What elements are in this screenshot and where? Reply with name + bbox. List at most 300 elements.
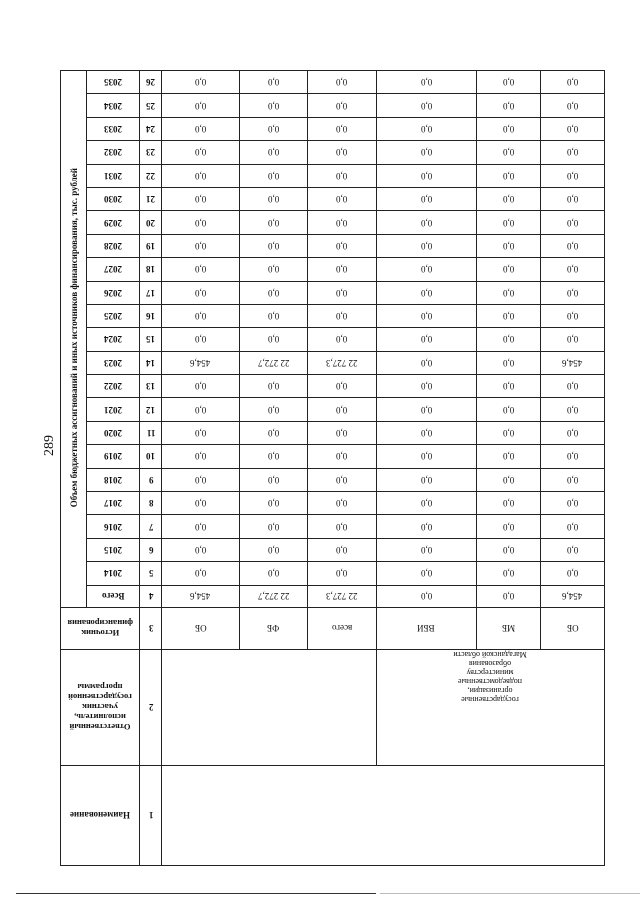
year-label-cell [87, 375, 140, 398]
value-cell [540, 94, 604, 117]
value-cell [540, 328, 604, 351]
year-row-2023 [61, 281, 605, 304]
col-index-label: 26 [146, 77, 156, 88]
year-label: 2014 [104, 568, 123, 579]
year-label: 2017 [104, 498, 123, 509]
year-label: 2032 [104, 147, 123, 158]
value-text: 0,0 [336, 194, 348, 205]
value-text: 0,0 [267, 451, 280, 462]
value-text: 454,6 [562, 357, 583, 368]
value-cell [239, 375, 307, 398]
value-cell [540, 258, 604, 281]
total-value-text: 22 272,7 [257, 591, 290, 602]
col-index-label: 13 [146, 381, 156, 392]
col-index-label: 18 [146, 264, 156, 275]
value-cell [376, 117, 476, 140]
year-label: 2015 [104, 545, 123, 555]
year-row-2034 [61, 538, 605, 561]
value-cell [540, 538, 604, 561]
value-cell [308, 328, 376, 351]
value-cell [476, 421, 540, 444]
value-text: 0,0 [336, 381, 348, 392]
year-label: 2031 [104, 170, 123, 181]
total-value-cell [308, 585, 376, 607]
value-cell [308, 71, 376, 94]
year-label-cell [87, 492, 140, 515]
year-row-2032 [61, 492, 605, 515]
value-text: 0,0 [336, 545, 348, 555]
col-index-label: 6 [148, 545, 154, 555]
total-label: Всего [102, 591, 125, 602]
year-label-cell [87, 141, 140, 164]
value-cell [162, 187, 239, 210]
col-index-label: 21 [146, 194, 156, 205]
year-row-2033 [61, 515, 605, 538]
value-cell [376, 304, 476, 327]
value-text: 0,0 [336, 334, 348, 345]
total-label-cell [87, 585, 140, 607]
year-label-cell [87, 468, 140, 491]
col-index-label: 25 [146, 100, 156, 111]
year-label: 2030 [104, 194, 123, 205]
value-cell [308, 468, 376, 491]
col-index-cell [140, 351, 162, 374]
col-index-cell [140, 607, 162, 649]
year-label: 2018 [104, 474, 123, 485]
col-index-label: 7 [148, 521, 154, 532]
value-cell [239, 187, 307, 210]
value-cell [376, 515, 476, 538]
value-text: 0,0 [420, 264, 432, 275]
value-cell [476, 492, 540, 515]
col-index-label: 20 [146, 217, 156, 228]
col-index-cell [140, 375, 162, 398]
value-text: 0,0 [566, 240, 579, 251]
year-label-cell [87, 328, 140, 351]
value-text: 0,0 [267, 100, 280, 111]
executor-text: государственные организации, подведомственные министерству образования Магаданской области [453, 649, 527, 704]
year-label: 2028 [104, 240, 123, 251]
year-label: 2024 [104, 334, 123, 345]
col-index-cell [140, 765, 162, 865]
rotated-table-wrapper [60, 70, 605, 827]
col-index-label: 17 [146, 287, 156, 298]
value-text: 0,0 [336, 311, 348, 322]
year-label-cell [87, 351, 140, 374]
col-index-label: 3 [148, 623, 154, 634]
value-text: 0,0 [194, 568, 207, 579]
source-text: ОБ [194, 623, 207, 634]
value-cell [162, 468, 239, 491]
year-label-cell [87, 258, 140, 281]
col-index-label: 12 [146, 404, 156, 415]
value-text: 0,0 [420, 311, 432, 322]
value-text: 0,0 [566, 521, 579, 532]
value-cell [239, 71, 307, 94]
year-row-2015 [61, 94, 605, 117]
col-index-cell [140, 538, 162, 561]
value-cell [376, 445, 476, 468]
value-cell [376, 187, 476, 210]
value-cell [162, 117, 239, 140]
value-cell [162, 421, 239, 444]
value-cell [476, 328, 540, 351]
value-text: 0,0 [267, 334, 280, 345]
col-index-cell [140, 445, 162, 468]
value-cell [376, 328, 476, 351]
value-cell [540, 234, 604, 257]
value-text: 0,0 [566, 474, 579, 485]
value-cell [308, 492, 376, 515]
col-index-label: 23 [146, 147, 156, 158]
year-label: 2016 [104, 521, 123, 532]
col-index-cell [140, 234, 162, 257]
total-value-cell [376, 585, 476, 607]
col-index-label: 14 [146, 357, 156, 368]
value-text: 22 727,3 [326, 357, 358, 368]
source-text: ОБ [566, 623, 579, 634]
col-index-cell [140, 258, 162, 281]
value-text: 0,0 [502, 428, 515, 439]
value-cell [376, 211, 476, 234]
executor-header-text: Ответственный исполнитель, участник государственной программы [68, 682, 133, 733]
value-text: 0,0 [420, 100, 432, 111]
value-cell [239, 258, 307, 281]
value-text: 0,0 [194, 147, 207, 158]
value-text: 0,0 [502, 357, 515, 368]
value-text: 0,0 [566, 264, 579, 275]
value-text: 0,0 [420, 287, 432, 298]
value-cell [376, 421, 476, 444]
value-cell [162, 164, 239, 187]
value-cell [308, 164, 376, 187]
value-text: 0,0 [336, 123, 348, 134]
value-cell [308, 445, 376, 468]
source-cell [540, 607, 604, 649]
year-label-cell [87, 117, 140, 140]
year-label: 2033 [104, 123, 123, 134]
year-label-cell [87, 211, 140, 234]
value-cell [308, 304, 376, 327]
value-text: 454,6 [190, 357, 211, 368]
year-row-2028 [61, 398, 605, 421]
col-index-label: 19 [146, 240, 156, 251]
value-cell [239, 164, 307, 187]
value-text: 0,0 [267, 521, 280, 532]
value-cell [239, 398, 307, 421]
value-text: 0,0 [502, 123, 515, 134]
year-row-2029 [61, 421, 605, 444]
col-index-cell [140, 585, 162, 607]
col-index-label: 16 [146, 311, 156, 322]
total-value-cell [476, 585, 540, 607]
year-label: 2025 [104, 311, 123, 322]
col-index-cell [140, 515, 162, 538]
year-row-2021 [61, 234, 605, 257]
value-cell [476, 515, 540, 538]
year-label-cell [87, 281, 140, 304]
value-cell [476, 71, 540, 94]
executor-cell [376, 649, 604, 765]
value-cell [476, 281, 540, 304]
value-text: 0,0 [420, 381, 432, 392]
value-text: 0,0 [336, 287, 348, 298]
col-index-cell [140, 187, 162, 210]
name-cell-empty [162, 765, 605, 865]
value-cell [162, 445, 239, 468]
value-cell [239, 421, 307, 444]
value-cell [239, 328, 307, 351]
value-text: 0,0 [502, 240, 515, 251]
value-text: 0,0 [502, 334, 515, 345]
value-text: 0,0 [194, 194, 207, 205]
value-text: 0,0 [336, 77, 348, 88]
value-cell [540, 71, 604, 94]
value-text: 0,0 [336, 428, 348, 439]
value-text: 0,0 [267, 240, 280, 251]
value-text: 0,0 [194, 404, 207, 415]
value-cell [162, 351, 239, 374]
value-text: 0,0 [502, 545, 515, 555]
value-text: 0,0 [194, 521, 207, 532]
col-index-label: 8 [148, 498, 154, 509]
year-row-2022 [61, 258, 605, 281]
value-cell [540, 304, 604, 327]
value-text: 0,0 [502, 451, 515, 462]
funding-table [60, 70, 605, 866]
value-cell [239, 94, 307, 117]
value-text: 0,0 [194, 428, 207, 439]
value-text: 0,0 [336, 474, 348, 485]
source-text: ВБИ [417, 623, 436, 634]
value-text: 0,0 [420, 428, 432, 439]
value-text: 0,0 [194, 381, 207, 392]
value-cell [239, 141, 307, 164]
year-label-cell [87, 187, 140, 210]
col-index-cell [140, 71, 162, 94]
total-value-text: 0,0 [502, 591, 515, 602]
funding-table-sheet [60, 70, 605, 827]
year-row-2026 [61, 351, 605, 374]
value-cell [162, 562, 239, 585]
value-text: 0,0 [566, 428, 579, 439]
value-text: 0,0 [420, 568, 432, 579]
value-text: 0,0 [267, 474, 280, 485]
value-cell [476, 562, 540, 585]
value-cell [540, 164, 604, 187]
value-text: 0,0 [267, 568, 280, 579]
year-row-2031 [61, 468, 605, 491]
value-text: 0,0 [194, 77, 207, 88]
value-text: 0,0 [566, 147, 579, 158]
value-text: 0,0 [267, 404, 280, 415]
value-text: 0,0 [336, 147, 348, 158]
col-index-cell [140, 281, 162, 304]
value-text: 0,0 [194, 474, 207, 485]
value-text: 0,0 [194, 100, 207, 111]
col-index-label: 2 [148, 702, 154, 713]
page-number: 289 [42, 435, 57, 456]
year-label-cell [87, 538, 140, 561]
value-text: 0,0 [267, 147, 280, 158]
value-cell [476, 164, 540, 187]
value-text: 0,0 [194, 217, 207, 228]
value-text: 0,0 [267, 381, 280, 392]
value-text: 0,0 [194, 264, 207, 275]
source-cell [476, 607, 540, 649]
value-cell [376, 281, 476, 304]
value-text: 0,0 [336, 170, 348, 181]
value-text: 0,0 [420, 123, 432, 134]
value-text: 0,0 [267, 264, 280, 275]
total-row [61, 585, 605, 607]
value-text: 0,0 [420, 147, 432, 158]
col-index-label: 11 [146, 428, 156, 439]
value-text: 0,0 [420, 357, 432, 368]
value-text: 0,0 [336, 451, 348, 462]
value-text: 0,0 [502, 498, 515, 509]
col-index-cell [140, 562, 162, 585]
name-header-cell [61, 765, 140, 865]
year-row-2035 [61, 562, 605, 585]
col-index-cell [140, 492, 162, 515]
value-cell [476, 117, 540, 140]
value-cell [540, 281, 604, 304]
year-label-cell [87, 445, 140, 468]
value-cell [239, 281, 307, 304]
value-cell [239, 445, 307, 468]
value-cell [308, 398, 376, 421]
value-cell [308, 351, 376, 374]
value-cell [239, 538, 307, 561]
value-text: 0,0 [267, 194, 280, 205]
value-cell [239, 562, 307, 585]
total-value-cell [540, 585, 604, 607]
year-label: 2029 [104, 217, 123, 228]
value-text: 0,0 [566, 217, 579, 228]
value-text: 0,0 [502, 194, 515, 205]
col-index-cell [140, 468, 162, 491]
value-text: 0,0 [267, 170, 280, 181]
value-cell [476, 445, 540, 468]
year-label: 2023 [104, 357, 123, 368]
year-label: 2027 [104, 264, 123, 275]
value-cell [476, 304, 540, 327]
value-cell [376, 234, 476, 257]
value-cell [308, 211, 376, 234]
source-text: ФБ [267, 623, 280, 634]
year-label: 2026 [104, 287, 123, 298]
value-text: 0,0 [336, 568, 348, 579]
year-label: 2020 [104, 428, 123, 439]
value-text: 0,0 [194, 287, 207, 298]
source-header-cell [61, 607, 140, 649]
year-row-2020 [61, 211, 605, 234]
value-cell [308, 538, 376, 561]
value-text: 0,0 [420, 451, 432, 462]
value-text: 0,0 [267, 123, 280, 134]
col-index-label: 4 [148, 591, 154, 602]
value-text: 0,0 [502, 474, 515, 485]
year-label: 2035 [104, 77, 123, 88]
value-text: 0,0 [420, 334, 432, 345]
value-text: 0,0 [420, 498, 432, 509]
value-text: 0,0 [267, 498, 280, 509]
value-cell [376, 141, 476, 164]
year-label-cell [87, 164, 140, 187]
source-row [61, 607, 605, 649]
value-cell [162, 492, 239, 515]
value-cell [476, 398, 540, 421]
value-cell [239, 515, 307, 538]
name-header-text: Наименование [70, 810, 131, 821]
value-cell [376, 375, 476, 398]
value-cell [239, 351, 307, 374]
value-text: 0,0 [194, 334, 207, 345]
value-text: 0,0 [420, 474, 432, 485]
value-cell [476, 234, 540, 257]
year-row-2018 [61, 164, 605, 187]
value-cell [540, 117, 604, 140]
value-text: 0,0 [420, 521, 432, 532]
value-cell [376, 398, 476, 421]
source-cell [239, 607, 307, 649]
value-text: 0,0 [420, 194, 432, 205]
value-cell [376, 562, 476, 585]
value-text: 0,0 [566, 568, 579, 579]
col-index-label: 5 [148, 568, 154, 579]
value-cell [162, 375, 239, 398]
year-row-2025 [61, 328, 605, 351]
value-text: 0,0 [502, 404, 515, 415]
value-text: 0,0 [420, 217, 432, 228]
year-row-2030 [61, 445, 605, 468]
value-text: 0,0 [566, 194, 579, 205]
value-text: 0,0 [420, 545, 432, 555]
value-cell [540, 141, 604, 164]
col-index-cell [140, 328, 162, 351]
total-value-cell [162, 585, 239, 607]
source-text: всего [331, 623, 352, 634]
value-cell [476, 187, 540, 210]
value-text: 22 272,7 [257, 357, 290, 368]
value-cell [239, 234, 307, 257]
value-text: 0,0 [502, 100, 515, 111]
value-text: 0,0 [194, 545, 207, 555]
value-cell [540, 468, 604, 491]
value-text: 0,0 [267, 311, 280, 322]
value-cell [376, 492, 476, 515]
value-cell [308, 375, 376, 398]
value-cell [162, 234, 239, 257]
source-header-text: Источник финансирования [67, 618, 133, 639]
value-cell [308, 187, 376, 210]
value-text: 0,0 [566, 77, 579, 88]
value-cell [376, 351, 476, 374]
value-text: 0,0 [267, 77, 280, 88]
value-text: 0,0 [194, 240, 207, 251]
value-text: 0,0 [336, 217, 348, 228]
value-cell [162, 538, 239, 561]
year-label: 2034 [104, 100, 123, 111]
year-label-cell [87, 304, 140, 327]
value-cell [162, 141, 239, 164]
value-cell [476, 94, 540, 117]
value-cell [540, 351, 604, 374]
value-text: 0,0 [566, 545, 579, 555]
value-text: 0,0 [420, 240, 432, 251]
source-cell [376, 607, 476, 649]
